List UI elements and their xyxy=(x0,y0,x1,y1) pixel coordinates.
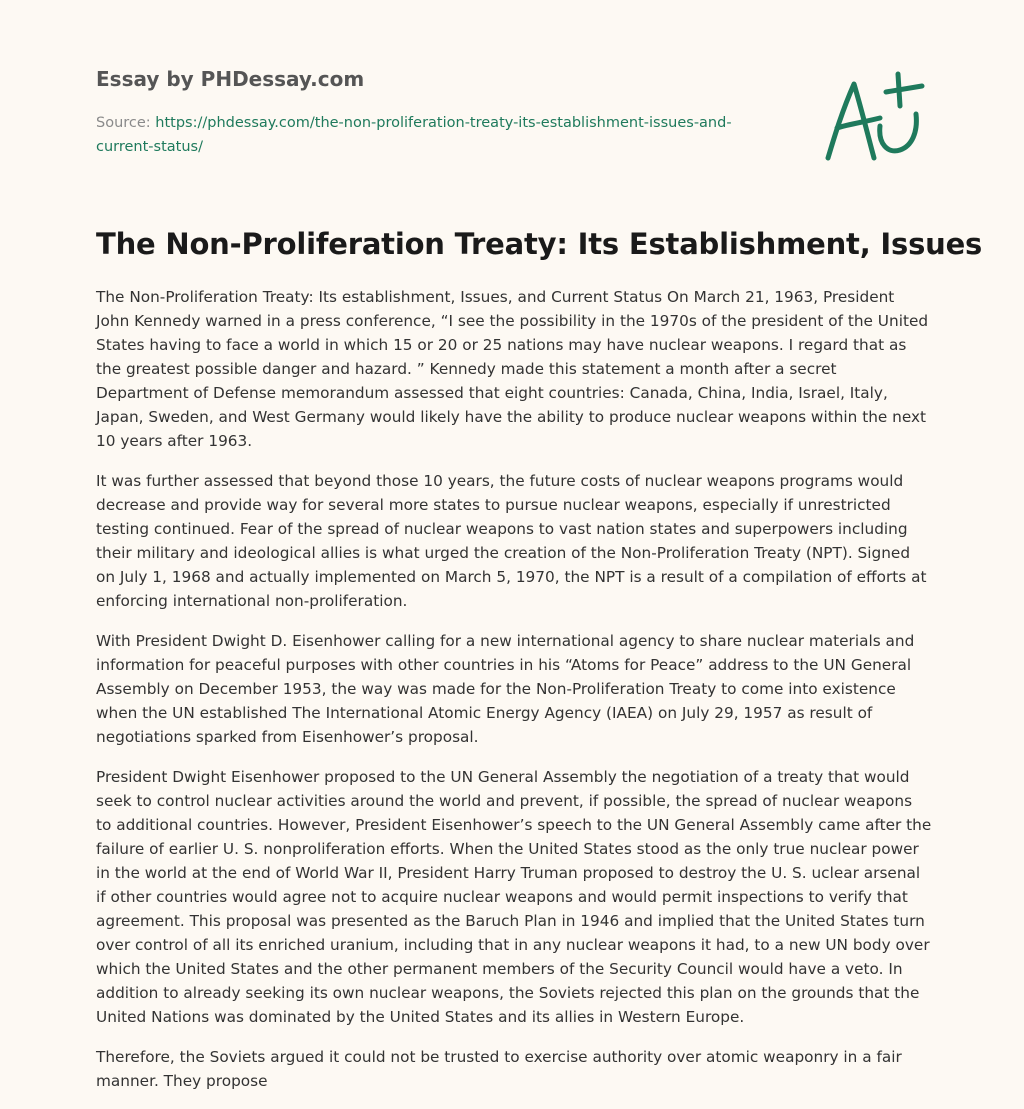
a-plus-grade-icon xyxy=(822,66,932,166)
source-link[interactable]: https://phdessay.com/the-non-proliferation-treaty-its-establishment-issues-and-current-status/ xyxy=(96,115,732,155)
essay-title: The Non-Proliferation Treaty: Its Establishment, Issues xyxy=(96,227,983,261)
essay-paragraph: President Dwight Eisenhower proposed to the UN General Assembly the negotiation of a treaty that would seek to control nuclear activities around the world and prevent, if possible, the spread of nuclear weapons to additional countries. However, President Eisenhower’s speech to the UN General Assembly came after the failure of earlier U. S. nonproliferation efforts. When the United States stood as the only true nuclear power in the world at the end of World War II, President Harry Truman proposed to destroy the U. S. uclear arsenal if other countries would agree not to acquire nuclear weapons and would permit inspections to verify that agreement. This proposal was presented as the Baruch Plan in 1946 and implied that the United States turn over control of all its enriched uranium, including that in any nuclear weapons it had, to a new UN body over which the United States and the other permanent members of the Security Council would have a veto. In addition to already seeking its own nuclear weapons, the Soviets rejected this plan on the grounds that the United Nations was dominated by the United States and its allies in Western Europe. xyxy=(96,768,932,1026)
a-plus-logo-graphic xyxy=(822,66,932,166)
essay-paragraph: Therefore, the Soviets argued it could not be trusted to exercise authority over atomic weaponry in a fair manner. They propose xyxy=(96,1048,902,1090)
source-line xyxy=(96,111,776,159)
essay-body xyxy=(96,285,932,1109)
essay-paragraph: The Non-Proliferation Treaty: Its establishment, Issues, and Current Status On March 21, 1963, President John Kennedy warned in a press conference, “I see the possibility in the 1970s of the president of the United States having to face a world in which 15 or 20 or 25 nations may have nuclear weapons. I regard that as the greatest possible danger and hazard. ” Kennedy made this statement a month after a secret Department of Defense memorandum assessed that eight countries: Canada, China, India, Israel, Italy, Japan, Sweden, and West Germany would likely have the ability to produce nuclear weapons within the next 10 years after 1963. xyxy=(96,288,929,450)
source-label: Source: xyxy=(96,115,151,131)
essay-paragraph: With President Dwight D. Eisenhower calling for a new international agency to share nuclear materials and information for peaceful purposes with other countries in his “Atoms for Peace” address to the UN General Assembly on December 1953, the way was made for the Non-Proliferation Treaty to come into existence when the UN established The International Atomic Energy Agency (IAEA) on July 29, 1957 as result of negotiations sparked from Eisenhower’s proposal. xyxy=(96,632,915,746)
site-title: Essay by PHDessay.com xyxy=(96,67,365,91)
essay-paragraph: It was further assessed that beyond those 10 years, the future costs of nuclear weapons programs would decrease and provide way for several more states to pursue nuclear weapons, especially if unrestricted testing continued. Fear of the spread of nuclear weapons to vast nation states and superpowers including their military and ideological allies is what urged the creation of the Non-Proliferation Treaty (NPT). Signed on July 1, 1968 and actually implemented on March 5, 1970, the NPT is a result of a compilation of efforts at enforcing international non-proliferation. xyxy=(96,472,927,610)
